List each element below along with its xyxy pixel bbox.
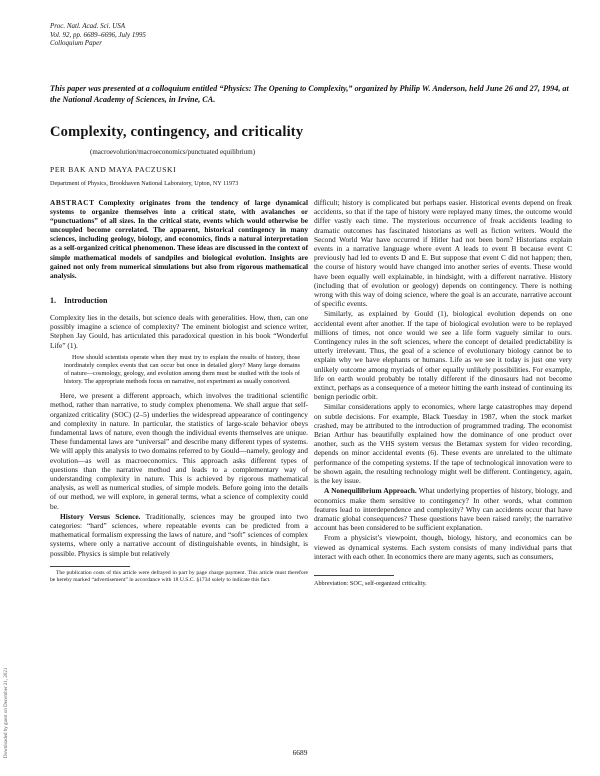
footnote-divider — [314, 575, 394, 576]
page-number: 6689 — [292, 748, 308, 757]
paper-type: Colloquium Paper — [50, 39, 102, 47]
paragraph — [314, 486, 572, 532]
paper-title: Complexity, contingency, and criticality — [50, 124, 304, 140]
abstract — [50, 198, 308, 280]
abbreviation-note: Abbreviation: SOC, self-organized criticality. — [314, 579, 427, 587]
block-quote: How should scientists operate when they must try to explain the results of history, those inordinately complex events that can occur but once in detailed glory? Many large domains of nature—cosmology, geology, and evolution among them must be studied with the tools of history. The appropriate methods focus on narrative, not experiment as usually conceived. — [64, 353, 300, 386]
keywords: (macroevolution/macroeconomics/punctuated equilibrium) — [90, 148, 256, 156]
paragraph: Here, we present a different approach, which involves the traditional scientific method, rather than narrative, to study complex phenomena. We shall argue that self-organized criticality (SOC) (2–5) underlies the widespread appearance of contingency and complexity in nature. In particular, the statistics of large-scale behavior obeys fundamental laws of nature, even though the individual events themselves are unique. These fundamental laws are “universal” and describe many different types of systems. We will apply this analysis to two domains referred to by Gould—namely, geology and evolution—as well as macroeconomics. This approach asks different types of questions than the narrative method and leads to a complementary way of understanding complexity in nature. This is achieved by rigorous mathematical analysis, as well as numerical studies, of simple models. Before going into the details of our method, we will explore, in general terms, what a science of complexity could be. — [50, 391, 308, 511]
download-note: Downloaded by guest on December 21, 2021 — [4, 667, 9, 758]
paragraph: Similarly, as explained by Gould (1), biological evolution depends on one accidental event after another. If the tape of biological evolution were to be replayed millions of times, not once would we see a life form vaguely similar to ours. Contingency rules in the soft sciences, where the concept of detailed predictability is utterly irrelevant. Thus, the goal of a science of evolutionary biology cannot be to explain why we have elephants or humans. Life as we see it today is just one very unlikely outcome among myriads of other equally unlikely possibilities. For example, life on earth would probably be totally different if the dinosaurs had not become extinct, perhaps as a consequence of a meteor hitting the earth instead of continuing its benign periodic orbit. — [314, 309, 572, 402]
runin-heading: History Versus Science. — [60, 511, 141, 521]
journal-name: Proc. Natl. Acad. Sci. USA — [50, 22, 126, 30]
download-sidebar — [2, 600, 12, 760]
paragraph — [50, 512, 308, 558]
journal-header — [50, 22, 146, 48]
abstract-text: Complexity originates from the tendency of large dynamical systems to organize themselves into a critical state, with avalanches or “punctuations” of all sizes. In the critical state, events which would otherwise be uncoupled become correlated. The apparent, historical contingency in many sciences, including geology, biology, and economics, finds a natural interpretation as a self-organized critical phenomenon. These ideas are discussed in the context of simple mathematical models of sandpiles and biological evolution. Insights are gained not only from numerical simulations but also from rigorous mathematical analysis. — [50, 198, 308, 280]
paragraph: Similar considerations apply to economics, where large catastrophes may depend on subtle decisions. For example, Black Tuesday in 1987, when the stock market crashed, may be attributed to the introduction of programmed trading. The economist Brian Arthur has beautifully explained how the dominance of one product over another, such as the VHS system versus the Betamax system for video recording, depends on minor accidental events (6). These events are unrelated to the ultimate performance of the competing systems. If the tape of technological innovation were to be shown again, the resulting technology might well be different. Contingency, again, is the key issue. — [314, 402, 572, 486]
paragraph-text: Traditionally, sciences may be grouped into two categories: “hard” sciences, where repeatable events can be predicted from a mathematical formalism expressing the laws of nature, and “soft” sciences of complex systems, where only a narrative account of distinguishable events, in hindsight, is possible. Physics is simple but relatively — [50, 511, 308, 558]
footnote-divider — [50, 566, 130, 567]
section-number: 1. — [50, 295, 56, 305]
affiliation: Department of Physics, Brookhaven National Laboratory, Upton, NY 11973 — [50, 180, 239, 187]
footnote: The publication costs of this article were defrayed in part by page charge payment. This article must therefore be hereby marked “advertisement” in accordance with 18 U.S.C. §1734 solely to indicate this fact. — [50, 569, 308, 583]
abstract-label: ABSTRACT — [50, 198, 95, 207]
section-heading — [50, 296, 308, 305]
paragraph: From a physicist’s viewpoint, though, biology, history, and economics can be viewed as dynamical systems. Each system consists of many individual parts that interact with each other. In economics there are many agents, such as consumers, — [314, 533, 572, 561]
paragraph-text: What underlying properties of history, biology, and economics make them sensitive to contingency? In other words, what common features lead to interdependence and complexity? Why can accidents occur that have dramatic global consequences? These questions have been raised rarely; the narrative account has been considered to be sufficient explanation. — [314, 486, 572, 533]
paragraph: Complexity lies in the details, but science deals with generalities. How, then, can one possibly imagine a science of complexity? The eminent biologist and science writer, Stephen Jay Gould, has articulated this paradoxical question in his book “Wonderful Life” (1). — [50, 313, 308, 350]
right-column — [314, 198, 572, 588]
section-title: Introduction — [64, 295, 108, 305]
paragraph: difficult; history is complicated but perhaps easier. Historical events depend on freak accidents, so that if the tape of history were replayed many times, the outcome would differ vastly each time. The mysterious occurrence of freak accidents leading to dramatic outcomes has fascinated historians as well as fiction writers. Would the Second World War have occurred if Hitler had not been born? Historians explain events in a narrative language where event A leads to event B because event C previously had led to events D and E. But suppose that event C did not happen; then, the course of history would have changed into another series of events. These would have been equally well explainable, in hindsight, with a different narrative. History (including that of evolution or geology) depends on contingency. There is nothing wrong with this way of doing science, where the goal is an accurate, narrative account of specific events. — [314, 198, 572, 309]
runin-heading: A Nonequilibrium Approach. — [324, 486, 417, 496]
journal-volume: Vol. 92, pp. 6689–6696, July 1995 — [50, 30, 146, 39]
colloquium-note: This paper was presented at a colloquium entitled “Physics: The Opening to Complexity,” organized by Philip W. Anderson, held June 26 and 27, 1994, at the National Academy of Sciences, in Irvine, CA. — [50, 84, 569, 104]
authors: PER BAK AND MAYA PACZUSKI — [50, 165, 177, 174]
left-column — [50, 198, 308, 584]
